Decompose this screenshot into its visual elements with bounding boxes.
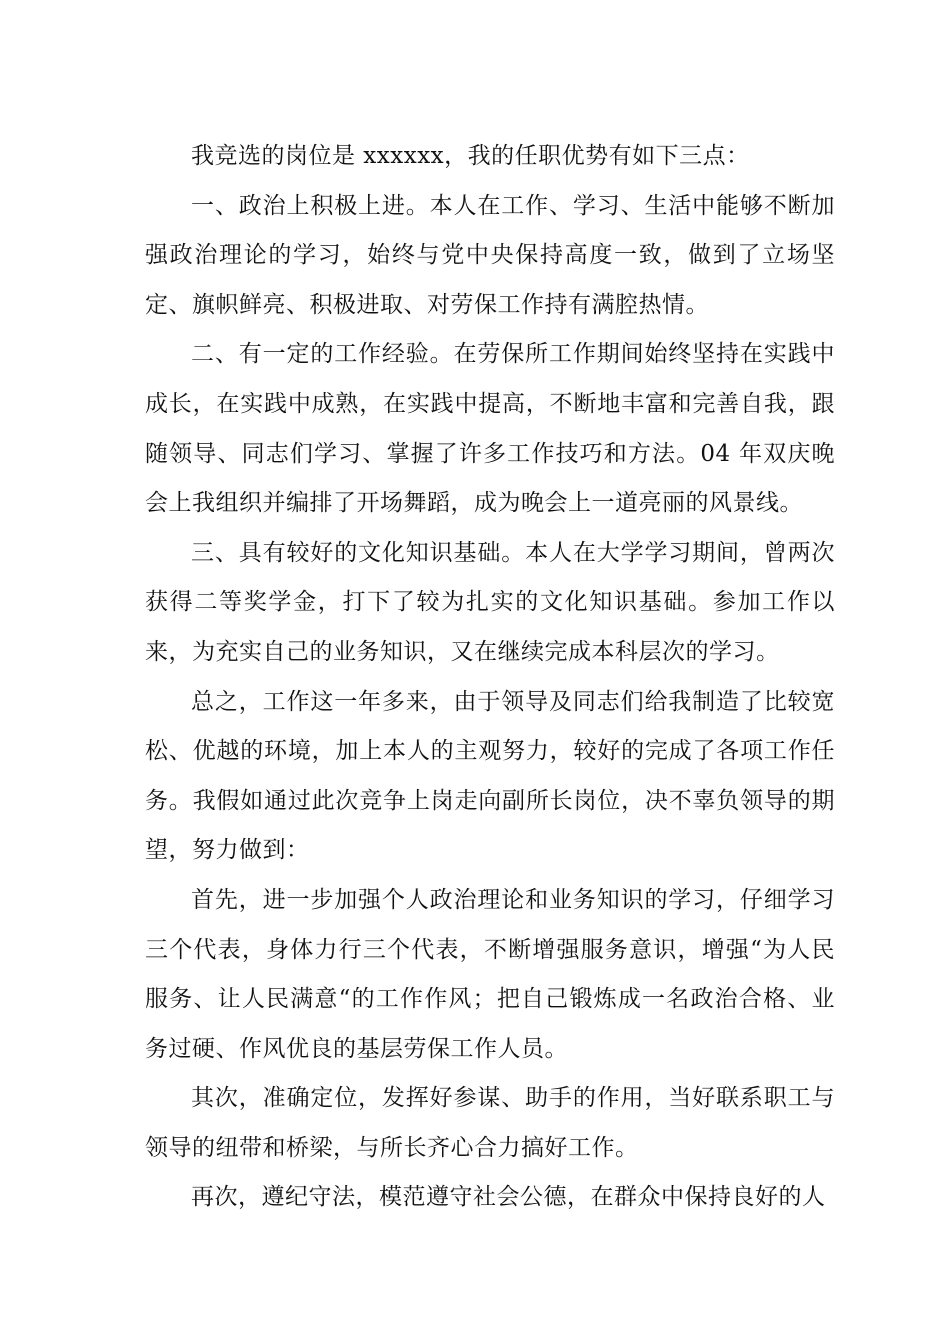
- document-body: [145, 132, 835, 1223]
- paragraph-second: 其次，准确定位，发挥好参谋、助手的作用，当好联系职工与领导的纽带和桥梁，与所长齐心合力搞好工作。: [145, 1085, 835, 1161]
- paragraph-summary: 总之，工作这一年多来，由于领导及同志们给我制造了比较宽松、优越的环境，加上本人的主观努力，较好的完成了各项工作任务。我假如通过此次竞争上岗走向副所长岗位，决不辜负领导的期望，努力做到：: [145, 688, 835, 864]
- paragraph-third: 再次，遵纪守法，模范遵守社会公德，在群众中保持良好的人: [191, 1184, 826, 1211]
- paragraph-intro: 我竞选的岗位是 xxxxxx，我的任职优势有如下三点：: [191, 143, 750, 169]
- paragraph-point-two: 二、有一定的工作经验。在劳保所工作期间始终坚持在实践中成长，在实践中成熟，在实践中提高，不断地丰富和完善自我，跟随领导、同志们学习、掌握了许多工作技巧和方法。04 年双庆晚会上我组织并编排了开场舞蹈，成为晚会上一道亮丽的风景线。: [145, 341, 835, 517]
- paragraph-first: 首先，进一步加强个人政治理论和业务知识的学习，仔细学习三个代表，身体力行三个代表，不断增强服务意识，增强“为人民服务、让人民满意“的工作作风；把自己锻炼成一名政治合格、业务过硬、作风优良的基层劳保工作人员。: [145, 886, 835, 1062]
- paragraph-point-three: 三、具有较好的文化知识基础。本人在大学学习期间，曾两次获得二等奖学金，打下了较为扎实的文化知识基础。参加工作以来，为充实自己的业务知识，又在继续完成本科层次的学习。: [145, 539, 835, 665]
- paragraph-point-one: 一、政治上积极上进。本人在工作、学习、生活中能够不断加强政治理论的学习，始终与党中央保持高度一致，做到了立场坚定、旗帜鲜亮、积极进取、对劳保工作持有满腔热情。: [145, 192, 835, 318]
